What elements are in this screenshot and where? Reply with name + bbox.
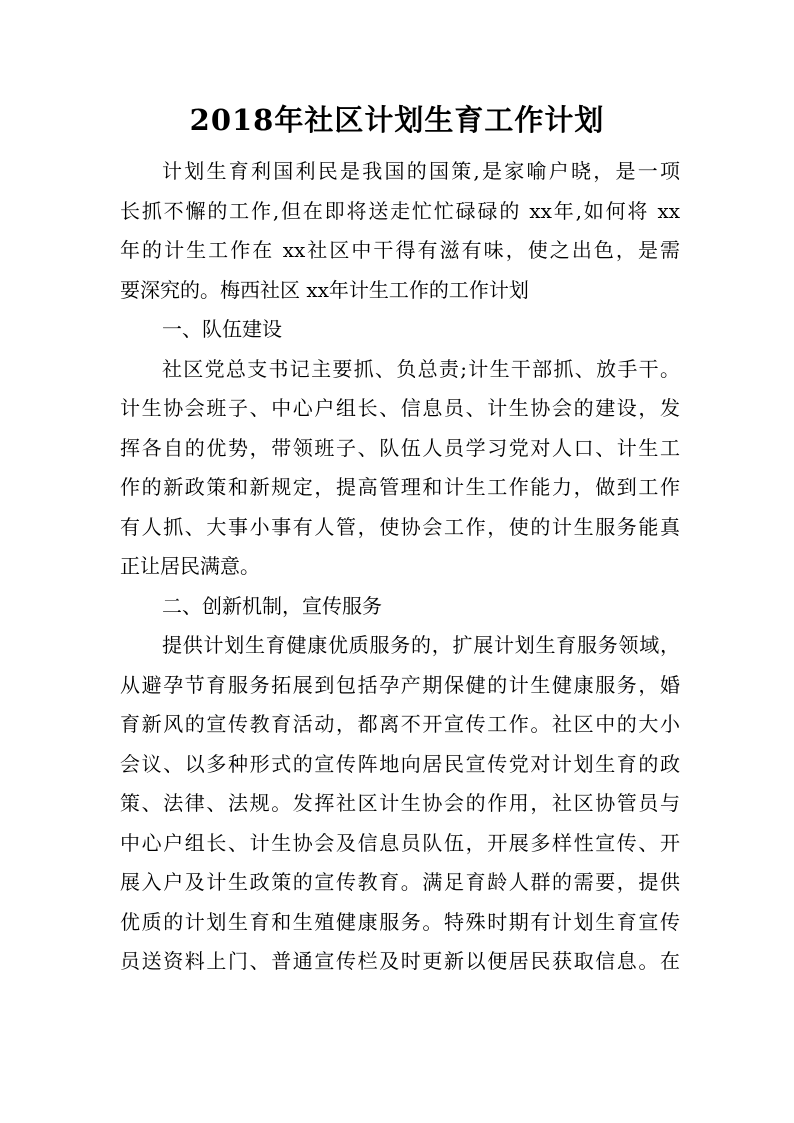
text-line: 从避孕节育服务拓展到包括孕产期保健的计生健康服务，婚 bbox=[120, 672, 680, 697]
text-line: 正让居民满意。 bbox=[120, 554, 260, 578]
text-line: 计划生育利国利民是我国的国策,是家喻户晓，是一项 bbox=[162, 159, 680, 183]
text-line: 作的新政策和新规定，提高管理和计生工作能力，做到工作 bbox=[120, 475, 680, 499]
text-line: 二、创新机制，宣传服务 bbox=[162, 593, 382, 618]
document-body bbox=[120, 152, 680, 982]
text-line: 会议、以多种形式的宣传阵地向居民宣传党对计划生育的政 bbox=[120, 751, 680, 776]
text-line: 优质的计划生育和生殖健康服务。特殊时期有计划生育宣传 bbox=[120, 909, 680, 934]
text-line: 一、队伍建设 bbox=[162, 317, 282, 341]
text-line: 计生协会班子、中心户组长、信息员、计生协会的建设，发 bbox=[120, 396, 680, 420]
document-title: 2018年社区计划生育工作计划 bbox=[189, 103, 605, 137]
text-line: 提供计划生育健康优质服务的，扩展计划生育服务领域， bbox=[162, 633, 680, 657]
text-line: 育新风的宣传教育活动，都离不开宣传工作。社区中的大小 bbox=[120, 712, 680, 736]
text-line: 员送资料上门、普通宣传栏及时更新以便居民获取信息。在 bbox=[120, 949, 680, 973]
text-line: 策、法律、法规。发挥社区计生协会的作用，社区协管员与 bbox=[120, 791, 680, 815]
text-line: 有人抓、大事小事有人管，使协会工作，使的计生服务能真 bbox=[120, 514, 680, 539]
text-line: 社区党总支书记主要抓、负总责;计生干部抓、放手干。 bbox=[162, 356, 680, 381]
text-line: 年的计生工作在 xx社区中干得有滋有味，使之出色，是需 bbox=[120, 238, 680, 262]
text-line: 展入户及计生政策的宣传教育。满足育龄人群的需要，提供 bbox=[120, 870, 680, 894]
text-line: 要深究的。梅西社区 xx年计生工作的工作计划 bbox=[120, 277, 529, 302]
text-line: 中心户组长、计生协会及信息员队伍，开展多样性宣传、开 bbox=[120, 830, 680, 855]
text-line: 挥各自的优势，带领班子、队伍人员学习党对人口、计生工 bbox=[120, 435, 680, 460]
text-line: 长抓不懈的工作,但在即将送走忙忙碌碌的 xx年,如何将 xx bbox=[120, 198, 680, 223]
